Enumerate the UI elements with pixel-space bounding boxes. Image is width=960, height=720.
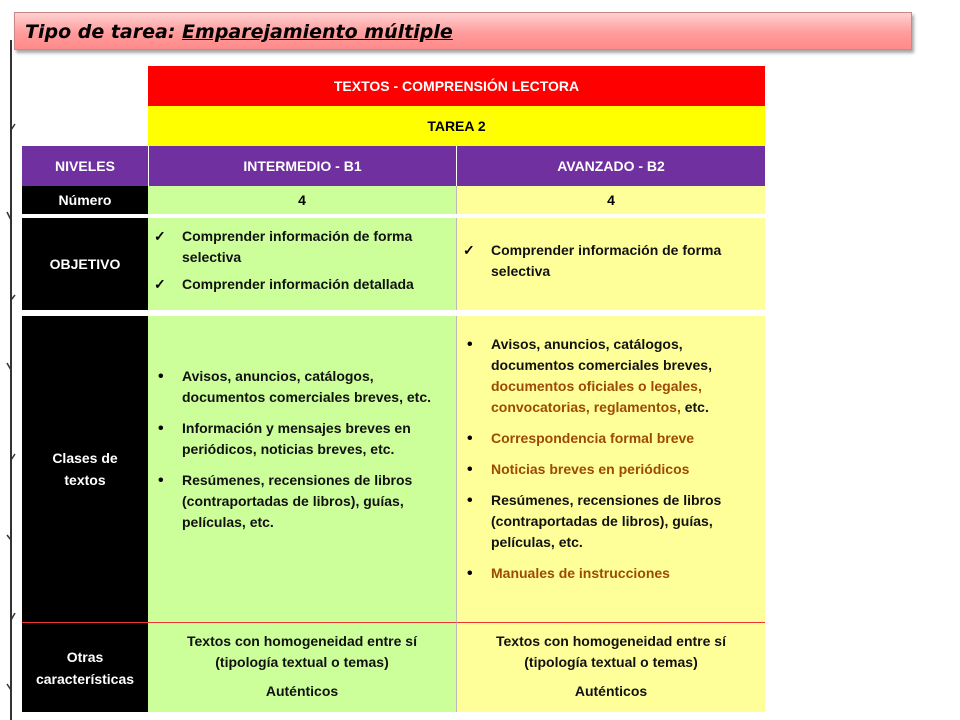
header-tarea: TAREA 2 [148,106,765,146]
clases-b1-list [148,366,448,533]
clases-b2-list [457,334,757,584]
otras-b1 [148,622,456,712]
otras-b2-homogeneidad: Textos con homogeneidad entre sí (tipología textual o temas) [495,633,726,670]
header-comprension-lectora: TEXTOS - COMPRENSIÓN LECTORA [148,66,765,106]
clases-b1-item: • Resúmenes, recensiones de libros (contraportadas de libros), guías, películas, etc. [148,470,448,533]
otras-b2-autenticos: Auténticos [574,683,648,699]
clases-b2 [456,316,765,622]
bamboo-decoration-icon [6,40,16,720]
clases-b2-item: • Correspondencia formal breve [457,428,757,449]
numero-b2: 4 [456,186,765,214]
clases-b1-item: • Avisos, anuncios, catálogos, documentos comerciales breves, etc. [148,366,448,408]
clases-b2-first-black: Avisos, anuncios, catálogos, documentos comerciales breves, [491,336,712,373]
title-task-type: Emparejamiento múltiple [182,21,453,43]
title-prefix: Tipo de tarea: [25,21,183,43]
clases-b2-item: • Manuales de instrucciones [457,563,757,584]
otras-label: Otras características [22,622,148,712]
title-bar [14,12,912,50]
column-header-b2: AVANZADO - B2 [456,146,765,186]
objetivo-b2 [456,218,765,310]
clases-b2-first-end: etc. [680,399,709,415]
niveles-label: NIVELES [22,146,148,186]
otras-b1-autenticos: Auténticos [265,683,339,699]
column-header-b1: INTERMEDIO - B1 [148,146,456,186]
objetivo-b1-item: ✓ Comprender información detallada [148,274,450,295]
objetivo-b2-item: ✓ Comprender información de forma selectiva [457,240,759,282]
clases-b2-item: • Resúmenes, recensiones de libros (contraportadas de libros), guías, películas, etc. [457,490,757,553]
clases-b2-item [457,334,757,418]
objetivo-label: OBJETIVO [22,218,148,310]
otras-b1-homogeneidad: Textos con homogeneidad entre sí (tipología textual o temas) [186,633,417,670]
page-title [25,21,453,43]
objetivo-b2-list [457,240,759,282]
numero-b1: 4 [148,186,456,214]
clases-label: Clases de textos [22,316,148,622]
clases-b2-item: • Noticias breves en periódicos [457,459,757,480]
objetivo-b1 [148,218,456,310]
objetivo-b1-list [148,226,450,295]
clases-b2-first-new: documentos oficiales o legales, convocatorias, reglamentos, [491,378,702,415]
objetivo-b1-item: ✓ Comprender información de forma selectiva [148,226,450,268]
clases-b1-item: • Información y mensajes breves en periódicos, noticias breves, etc. [148,418,448,460]
numero-label: Número [22,186,148,214]
otras-b2 [456,622,765,712]
clases-b1 [148,316,456,622]
